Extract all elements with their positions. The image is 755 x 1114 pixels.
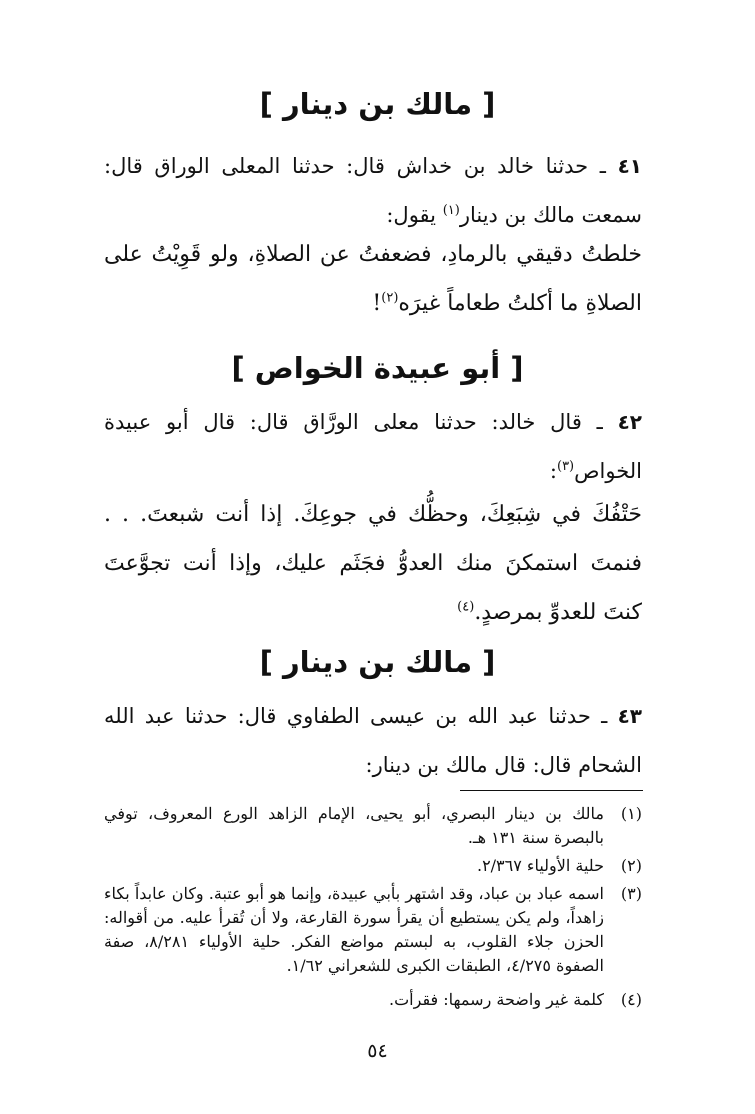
quote-text: حَتْفُكَ في شِبَعِكَ، وحظُّك في جوعِكَ. إذا أنت شبعتَ. . . فنمتَ استمكنَ منك العدوُّ فجَثَم عليك، وإذا أنت تجوَّعتَ كنتَ للعدوِّ بمرصدٍ. xyxy=(104,502,642,625)
narration-text: ـ حدثنا خالد بن خداش قال: حدثنا المعلى الوراق قال: سمعت مالك بن دينار xyxy=(104,154,642,227)
footnote-number: (١) xyxy=(620,804,642,823)
footnote-3 xyxy=(104,882,642,978)
page-number: ٥٤ xyxy=(367,1040,388,1062)
report-number: ٤٢ xyxy=(617,410,642,434)
quote-tail: ! xyxy=(372,291,382,316)
footnote-number: (٤) xyxy=(620,990,642,1009)
section-heading-malik-1: [ مالك بن دينار ] xyxy=(259,87,496,121)
narration-tail: : xyxy=(549,459,557,483)
section-heading-malik-2: [ مالك بن دينار ] xyxy=(259,645,496,679)
report-number: ٤١ xyxy=(617,154,642,178)
footnote-ref: (١) xyxy=(442,203,460,218)
footnote-1 xyxy=(104,802,642,850)
footnote-ref: (٤) xyxy=(457,599,475,615)
narration-text: ـ قال خالد: حدثنا معلى الورَّاق قال: قال أبو عبيدة الخواص xyxy=(104,410,642,483)
section-heading-abu-ubayda: [ أبو عبيدة الخواص ] xyxy=(231,351,524,385)
narration-43 xyxy=(104,692,642,790)
footnote-number: (٣) xyxy=(620,884,642,903)
footnote-text: حلية الأولياء ٢/٣٦٧. xyxy=(476,856,604,875)
report-number: ٤٣ xyxy=(617,704,642,728)
footnote-4 xyxy=(104,988,642,1012)
narration-42 xyxy=(104,398,642,496)
footnote-ref: (٣) xyxy=(556,459,575,474)
narration-text: ـ حدثنا عبد الله بن عيسى الطفاوي قال: حدثنا عبد الله الشحام قال: قال مالك بن دينار: xyxy=(104,704,642,777)
quote-text: خلطتُ دقيقي بالرمادِ، فضعفتُ عن الصلاةِ، ولو قَوِيْتُ على الصلاةِ ما أكلتُ طعاماً غيرَه xyxy=(104,242,642,316)
footnote-text: اسمه عباد بن عباد، وقد اشتهر بأبي عبيدة، وإنما هو أبو عتبة. وكان عابداً بكاء زاهداً، ولم يكن يستطيع أن يقرأ سورة القارعة، ولا أن تُقرأ عليه. من أقواله: الحزن جلاء القلوب، به لبستم مواضع الفكر. حلية الأولياء ٨/٢٨١، صفة الصفوة ٤/٢٧٥، الطبقات الكبرى للشعراني ١/٦٢. xyxy=(104,884,604,975)
quote-42 xyxy=(104,490,642,637)
footnote-text: كلمة غير واضحة رسمها: فقرأت. xyxy=(389,990,604,1009)
footnote-2 xyxy=(104,854,642,878)
footnote-number: (٢) xyxy=(620,856,642,875)
narration-41 xyxy=(104,142,642,240)
narration-tail: يقول: xyxy=(386,203,443,227)
footnote-text: مالك بن دينار البصري، أبو يحيى، الإمام الزاهد الورع المعروف، توفي بالبصرة سنة ١٣١ هـ. xyxy=(104,804,604,847)
quote-41 xyxy=(104,230,642,328)
footnote-separator xyxy=(460,790,643,791)
footnote-ref: (٢) xyxy=(381,290,399,306)
